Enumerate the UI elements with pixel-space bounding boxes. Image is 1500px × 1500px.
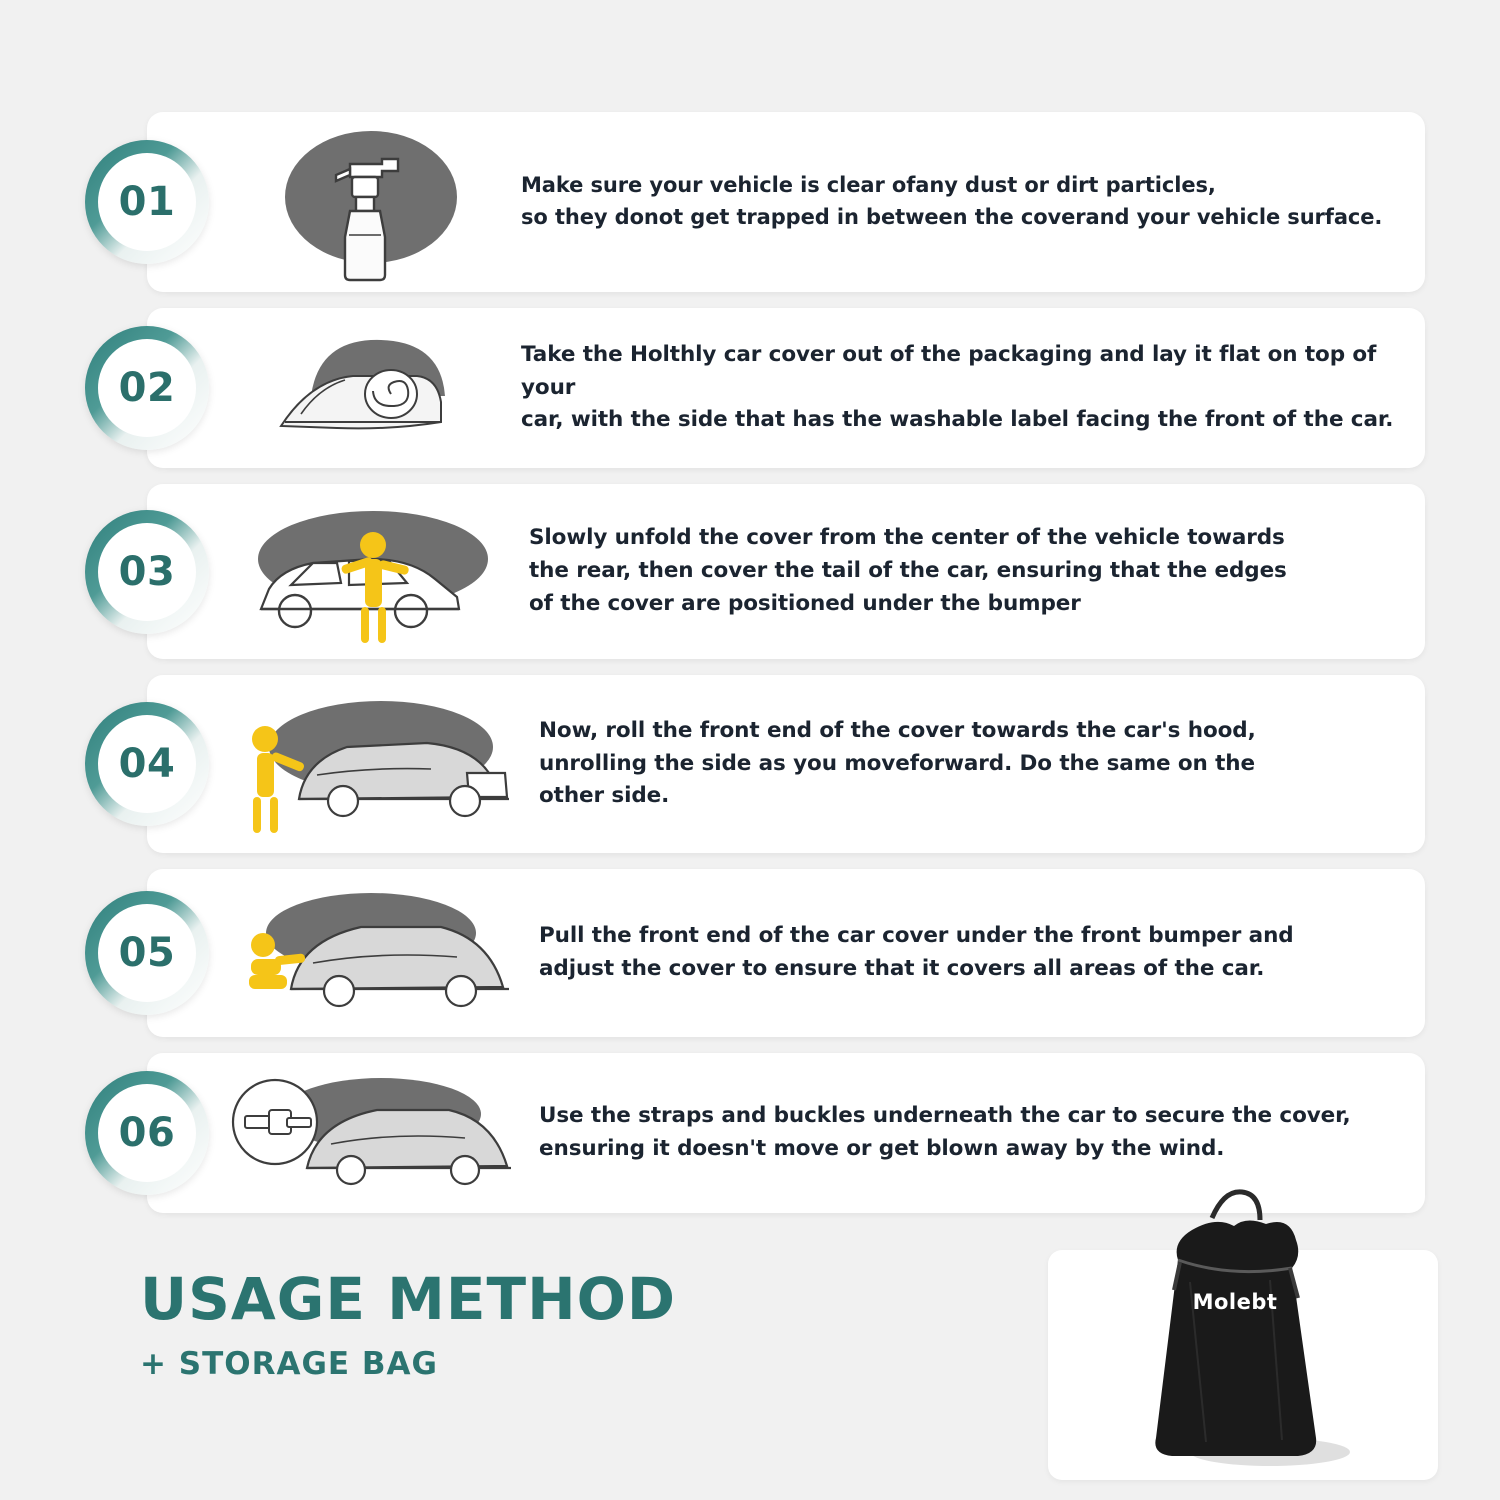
steps-list [85, 112, 1425, 1229]
step-text-line: Now, roll the front end of the cover towards the car's hood, [539, 717, 1256, 743]
step-number-badge [85, 702, 209, 826]
step-text-line: Slowly unfold the cover from the center of the vehicle towards [529, 525, 1285, 551]
step-number-label: 05 [98, 904, 196, 1002]
step-number-badge [85, 891, 209, 1015]
step-text-line: car, with the side that has the washable label facing the front of the car. [521, 407, 1394, 433]
step-text [521, 170, 1425, 234]
step-text-line: so they donot get trapped in between the coverand your vehicle surface. [521, 205, 1383, 229]
step-number-label: 01 [98, 153, 196, 251]
step-item-02 [85, 308, 1425, 468]
step-number-label: 06 [98, 1084, 196, 1182]
storage-bag-image [1120, 1172, 1350, 1472]
step-text [531, 715, 1425, 813]
step-text [521, 522, 1425, 620]
rolled-cover-on-car-icon [221, 308, 521, 468]
step-item-03 [85, 484, 1425, 659]
step-text-line: other side. [539, 783, 670, 809]
step-item-01 [85, 112, 1425, 292]
step-text-line: Take the Holthly car cover out of the packaging and lay it flat on top of your [521, 341, 1377, 400]
step-text-line: of the cover are positioned under the bumper [529, 590, 1081, 616]
footer-title-block [140, 1265, 677, 1382]
step-text [521, 339, 1425, 437]
step-text [531, 920, 1425, 985]
step-text-line: the rear, then cover the tail of the car, ensuring that the edges [529, 558, 1287, 584]
strap-buckle-icon [221, 1053, 531, 1213]
person-rolling-cover-hood-icon [221, 675, 531, 853]
page-title: USAGE METHOD [140, 1265, 677, 1334]
step-text-line: Make sure your vehicle is clear ofany dust or dirt particles, [521, 173, 1216, 198]
person-tucking-bumper-icon [221, 869, 531, 1037]
page-subtitle: + STORAGE BAG [140, 1346, 438, 1382]
spray-bottle-icon [221, 112, 521, 292]
step-text-line: Pull the front end of the car cover under the front bumper and [539, 923, 1294, 949]
step-text-line: Use the straps and buckles underneath the car to secure the cover, [539, 1103, 1351, 1129]
person-unfolding-cover-icon [221, 484, 521, 659]
step-text-line: ensuring it doesn't move or get blown away by the wind. [539, 1136, 1225, 1161]
step-item-04 [85, 675, 1425, 853]
step-number-label: 04 [98, 715, 196, 813]
step-number-badge [85, 1071, 209, 1195]
step-number-badge [85, 510, 209, 634]
step-number-badge [85, 140, 209, 264]
step-number-badge [85, 326, 209, 450]
bag-brand-label: Molebt [1192, 1290, 1278, 1314]
step-number-label: 03 [98, 523, 196, 621]
step-text [531, 1100, 1425, 1165]
step-text-line: unrolling the side as you moveforward. Do the same on the [539, 750, 1255, 776]
step-item-05 [85, 869, 1425, 1037]
step-text-line: adjust the cover to ensure that it covers all areas of the car. [539, 956, 1265, 981]
step-number-label: 02 [98, 339, 196, 437]
